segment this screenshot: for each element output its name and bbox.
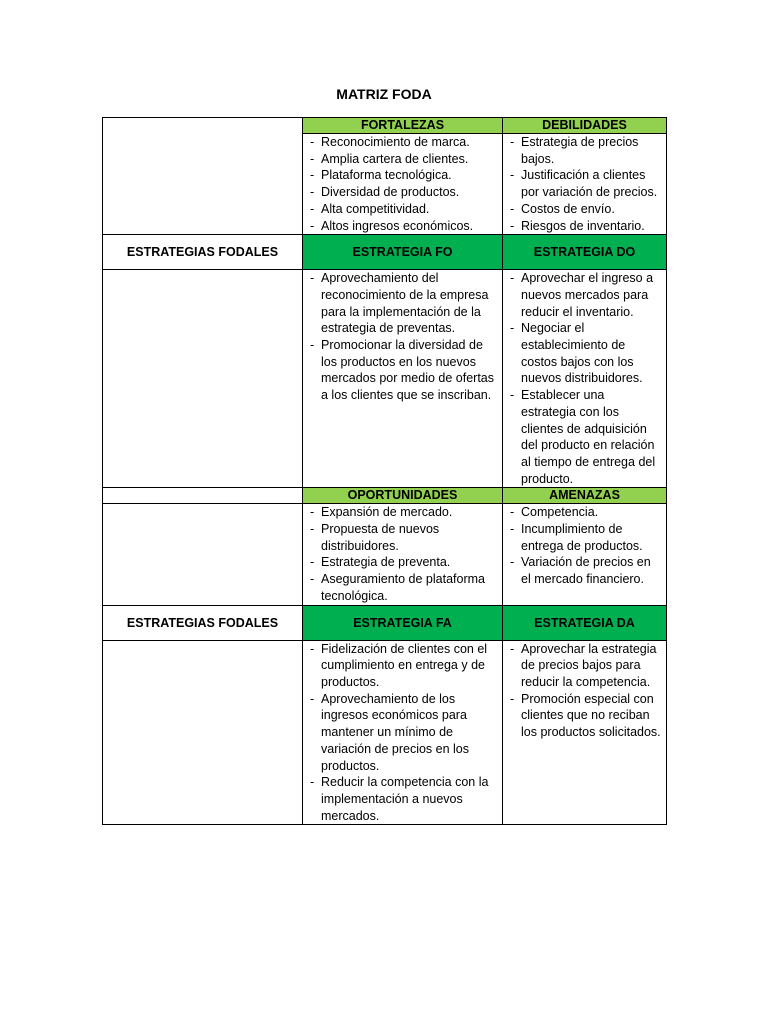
- list-oportunidades: [307, 504, 498, 604]
- label-estrategias-fodales: ESTRATEGIAS FODALES: [103, 235, 303, 270]
- list-item: - Promoción especial con clientes que no reciban los productos solicitados.: [507, 691, 662, 741]
- list-estrategia-do: [507, 270, 662, 487]
- header-estrategia-da: ESTRATEGIA DA: [503, 605, 667, 640]
- list-item: - Aprovechar el ingreso a nuevos mercados para reducir el inventario.: [507, 270, 662, 320]
- list-item: - Aprovechar la estrategia de precios bajos para reducir la competencia.: [507, 641, 662, 691]
- content-row-fo-do: [103, 270, 667, 488]
- list-estrategia-fo: [307, 270, 498, 404]
- list-amenazas: [507, 504, 662, 588]
- header-row-fa-da: [103, 605, 667, 640]
- header-row-fo-do: [103, 235, 667, 270]
- list-item: - Aseguramiento de plataforma tecnológica.: [307, 571, 498, 604]
- list-item: - Riesgos de inventario.: [507, 218, 662, 235]
- list-estrategia-fa: [307, 641, 498, 825]
- list-item: - Justificación a clientes por variación de precios.: [507, 167, 662, 200]
- list-item: - Plataforma tecnológica.: [307, 167, 498, 184]
- list-item: - Estrategia de preventa.: [307, 554, 498, 571]
- empty-cell: [103, 488, 303, 504]
- list-item: - Amplia cartera de clientes.: [307, 151, 498, 168]
- cell-amenazas: [503, 504, 667, 605]
- list-item: - Estrategia de precios bajos.: [507, 134, 662, 167]
- list-item: - Reducir la competencia con la implementación a nuevos mercados.: [307, 774, 498, 824]
- header-debilidades: DEBILIDADES: [503, 118, 667, 134]
- cell-estrategia-da: [503, 640, 667, 825]
- list-item: - Diversidad de productos.: [307, 184, 498, 201]
- list-item: - Fidelización de clientes con el cumplimiento en entrega y de productos.: [307, 641, 498, 691]
- header-estrategia-fo: ESTRATEGIA FO: [303, 235, 503, 270]
- list-item: - Reconocimiento de marca.: [307, 134, 498, 151]
- header-amenazas: AMENAZAS: [503, 488, 667, 504]
- list-item: - Promocionar la diversidad de los productos en los nuevos mercados por medio de ofertas a los clientes que se inscriban.: [307, 337, 498, 404]
- list-item: - Alta competitividad.: [307, 201, 498, 218]
- cell-debilidades: [503, 134, 667, 235]
- header-fortalezas: FORTALEZAS: [303, 118, 503, 134]
- list-estrategia-da: [507, 641, 662, 741]
- label-estrategias-fodales: ESTRATEGIAS FODALES: [103, 605, 303, 640]
- empty-cell: [103, 118, 303, 235]
- list-item: - Negociar el establecimiento de costos bajos con los nuevos distribuidores.: [507, 320, 662, 387]
- document-title: MATRIZ FODA: [336, 86, 432, 102]
- header-row-fd: [103, 118, 667, 134]
- list-item: - Aprovechamiento del reconocimiento de la empresa para la implementación de la estrategia de preventas.: [307, 270, 498, 337]
- cell-estrategia-fo: [303, 270, 503, 488]
- header-row-oa: [103, 488, 667, 504]
- list-item: - Incumplimiento de entrega de productos.: [507, 521, 662, 554]
- foda-matrix-table: [102, 117, 667, 825]
- cell-fortalezas: [303, 134, 503, 235]
- list-item: - Costos de envío.: [507, 201, 662, 218]
- list-item: - Aprovechamiento de los ingresos económicos para mantener un mínimo de variación de precios en los productos.: [307, 691, 498, 775]
- cell-oportunidades: [303, 504, 503, 605]
- list-fortalezas: [307, 134, 498, 234]
- list-debilidades: [507, 134, 662, 234]
- list-item: - Propuesta de nuevos distribuidores.: [307, 521, 498, 554]
- content-row-fa-da: [103, 640, 667, 825]
- empty-cell: [103, 504, 303, 605]
- list-item: - Altos ingresos económicos.: [307, 218, 498, 235]
- list-item: - Establecer una estrategia con los clientes de adquisición del producto en relación al tiempo de entrega del producto.: [507, 387, 662, 487]
- header-oportunidades: OPORTUNIDADES: [303, 488, 503, 504]
- header-estrategia-fa: ESTRATEGIA FA: [303, 605, 503, 640]
- cell-estrategia-fa: [303, 640, 503, 825]
- empty-cell: [103, 270, 303, 488]
- header-estrategia-do: ESTRATEGIA DO: [503, 235, 667, 270]
- content-row-oa: [103, 504, 667, 605]
- list-item: - Variación de precios en el mercado financiero.: [507, 554, 662, 587]
- list-item: - Competencia.: [507, 504, 662, 521]
- cell-estrategia-do: [503, 270, 667, 488]
- list-item: - Expansión de mercado.: [307, 504, 498, 521]
- empty-cell: [103, 640, 303, 825]
